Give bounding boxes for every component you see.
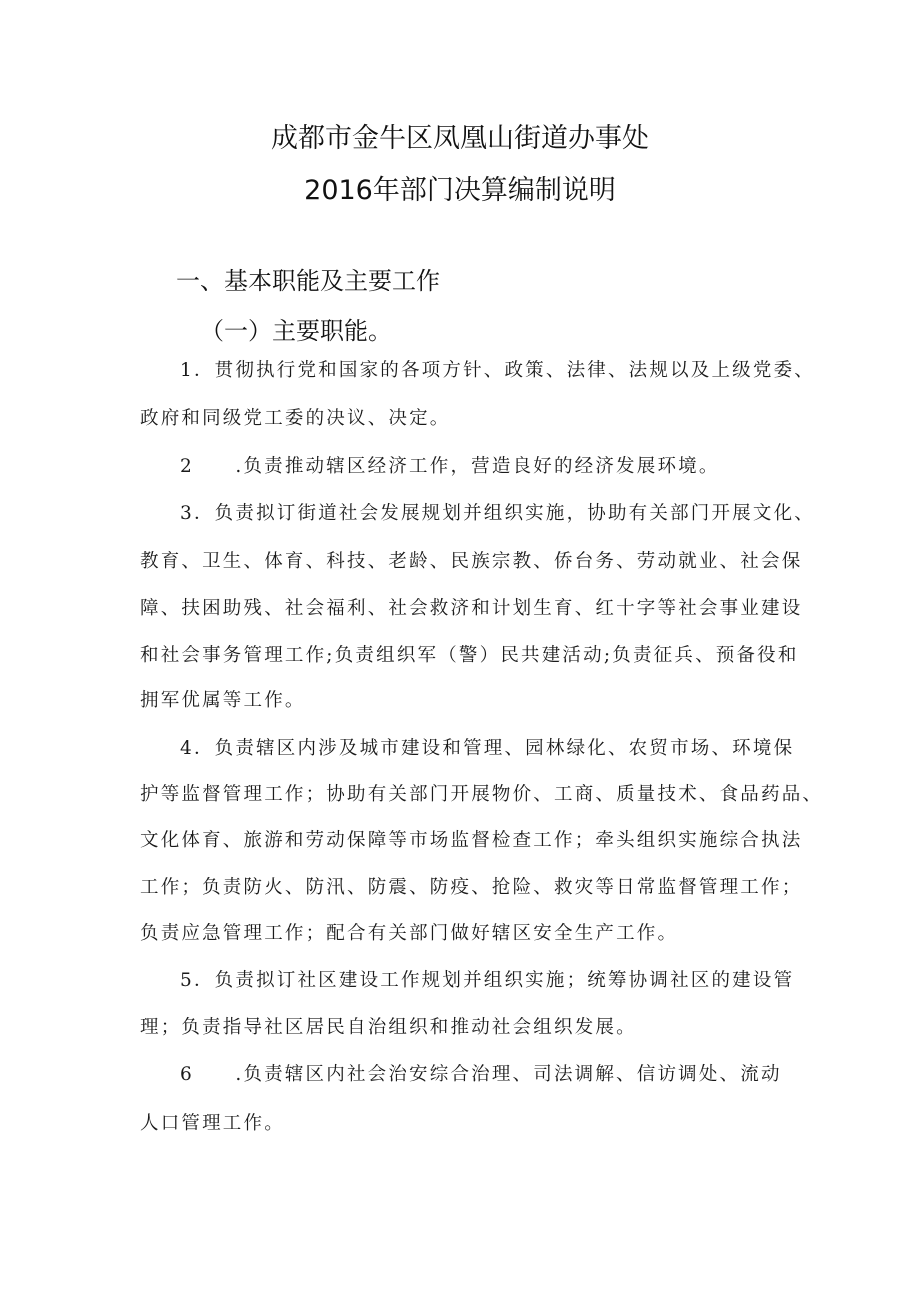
subsection-heading: （一）主要职能。: [200, 317, 392, 345]
body-line: 工作；负责防火、防汛、防震、防疫、抢险、救灾等日常监督管理工作；: [140, 877, 803, 898]
body-line: 教育、卫生、体育、科技、老龄、民族宗教、侨台务、劳动就业、社会保: [140, 551, 803, 572]
body-line: 拥军优属等工作。: [140, 690, 306, 711]
body-line: 5．负责拟订社区建设工作规划并组织实施；统筹协调社区的建设管: [180, 970, 795, 991]
document-title-line-1: 成都市金牛区凤凰山街道办事处: [271, 123, 649, 154]
body-line: 负责应急管理工作；配合有关部门做好辖区安全生产工作。: [140, 923, 679, 944]
body-line: 4．负责辖区内涉及城市建设和管理、园林绿化、农贸市场、环境保: [180, 738, 795, 759]
body-line: 政府和同级党工委的决议、决定。: [140, 408, 451, 429]
body-line: 6 .负责辖区内社会治安综合治理、司法调解、信访调处、流动: [180, 1064, 782, 1085]
body-line: 护等监督管理工作；协助有关部门开展物价、工商、质量技术、食品药品、: [140, 784, 824, 805]
body-line: 理；负责指导社区居民自治组织和推动社会组织发展。: [140, 1017, 637, 1038]
body-line: 和社会事务管理工作;负责组织军（警）民共建活动;负责征兵、预备役和: [140, 645, 799, 666]
section-heading: 一、基本职能及主要工作: [176, 267, 440, 295]
document-title-line-2: 2016年部门决算编制说明: [304, 175, 616, 206]
body-line: 2 .负责推动辖区经济工作，营造良好的经济发展环境。: [180, 456, 720, 477]
body-line: 1．贯彻执行党和国家的各项方针、政策、法律、法规以及上级党委、: [180, 360, 815, 381]
body-line: 人口管理工作。: [140, 1113, 285, 1134]
body-line: 3．负责拟订街道社会发展规划并组织实施，协助有关部门开展文化、: [180, 503, 815, 524]
body-line: 文化体育、旅游和劳动保障等市场监督检查工作；牵头组织实施综合执法: [140, 830, 803, 851]
body-line: 障、扶困助残、社会福利、社会救济和计划生育、红十字等社会事业建设: [140, 598, 803, 619]
